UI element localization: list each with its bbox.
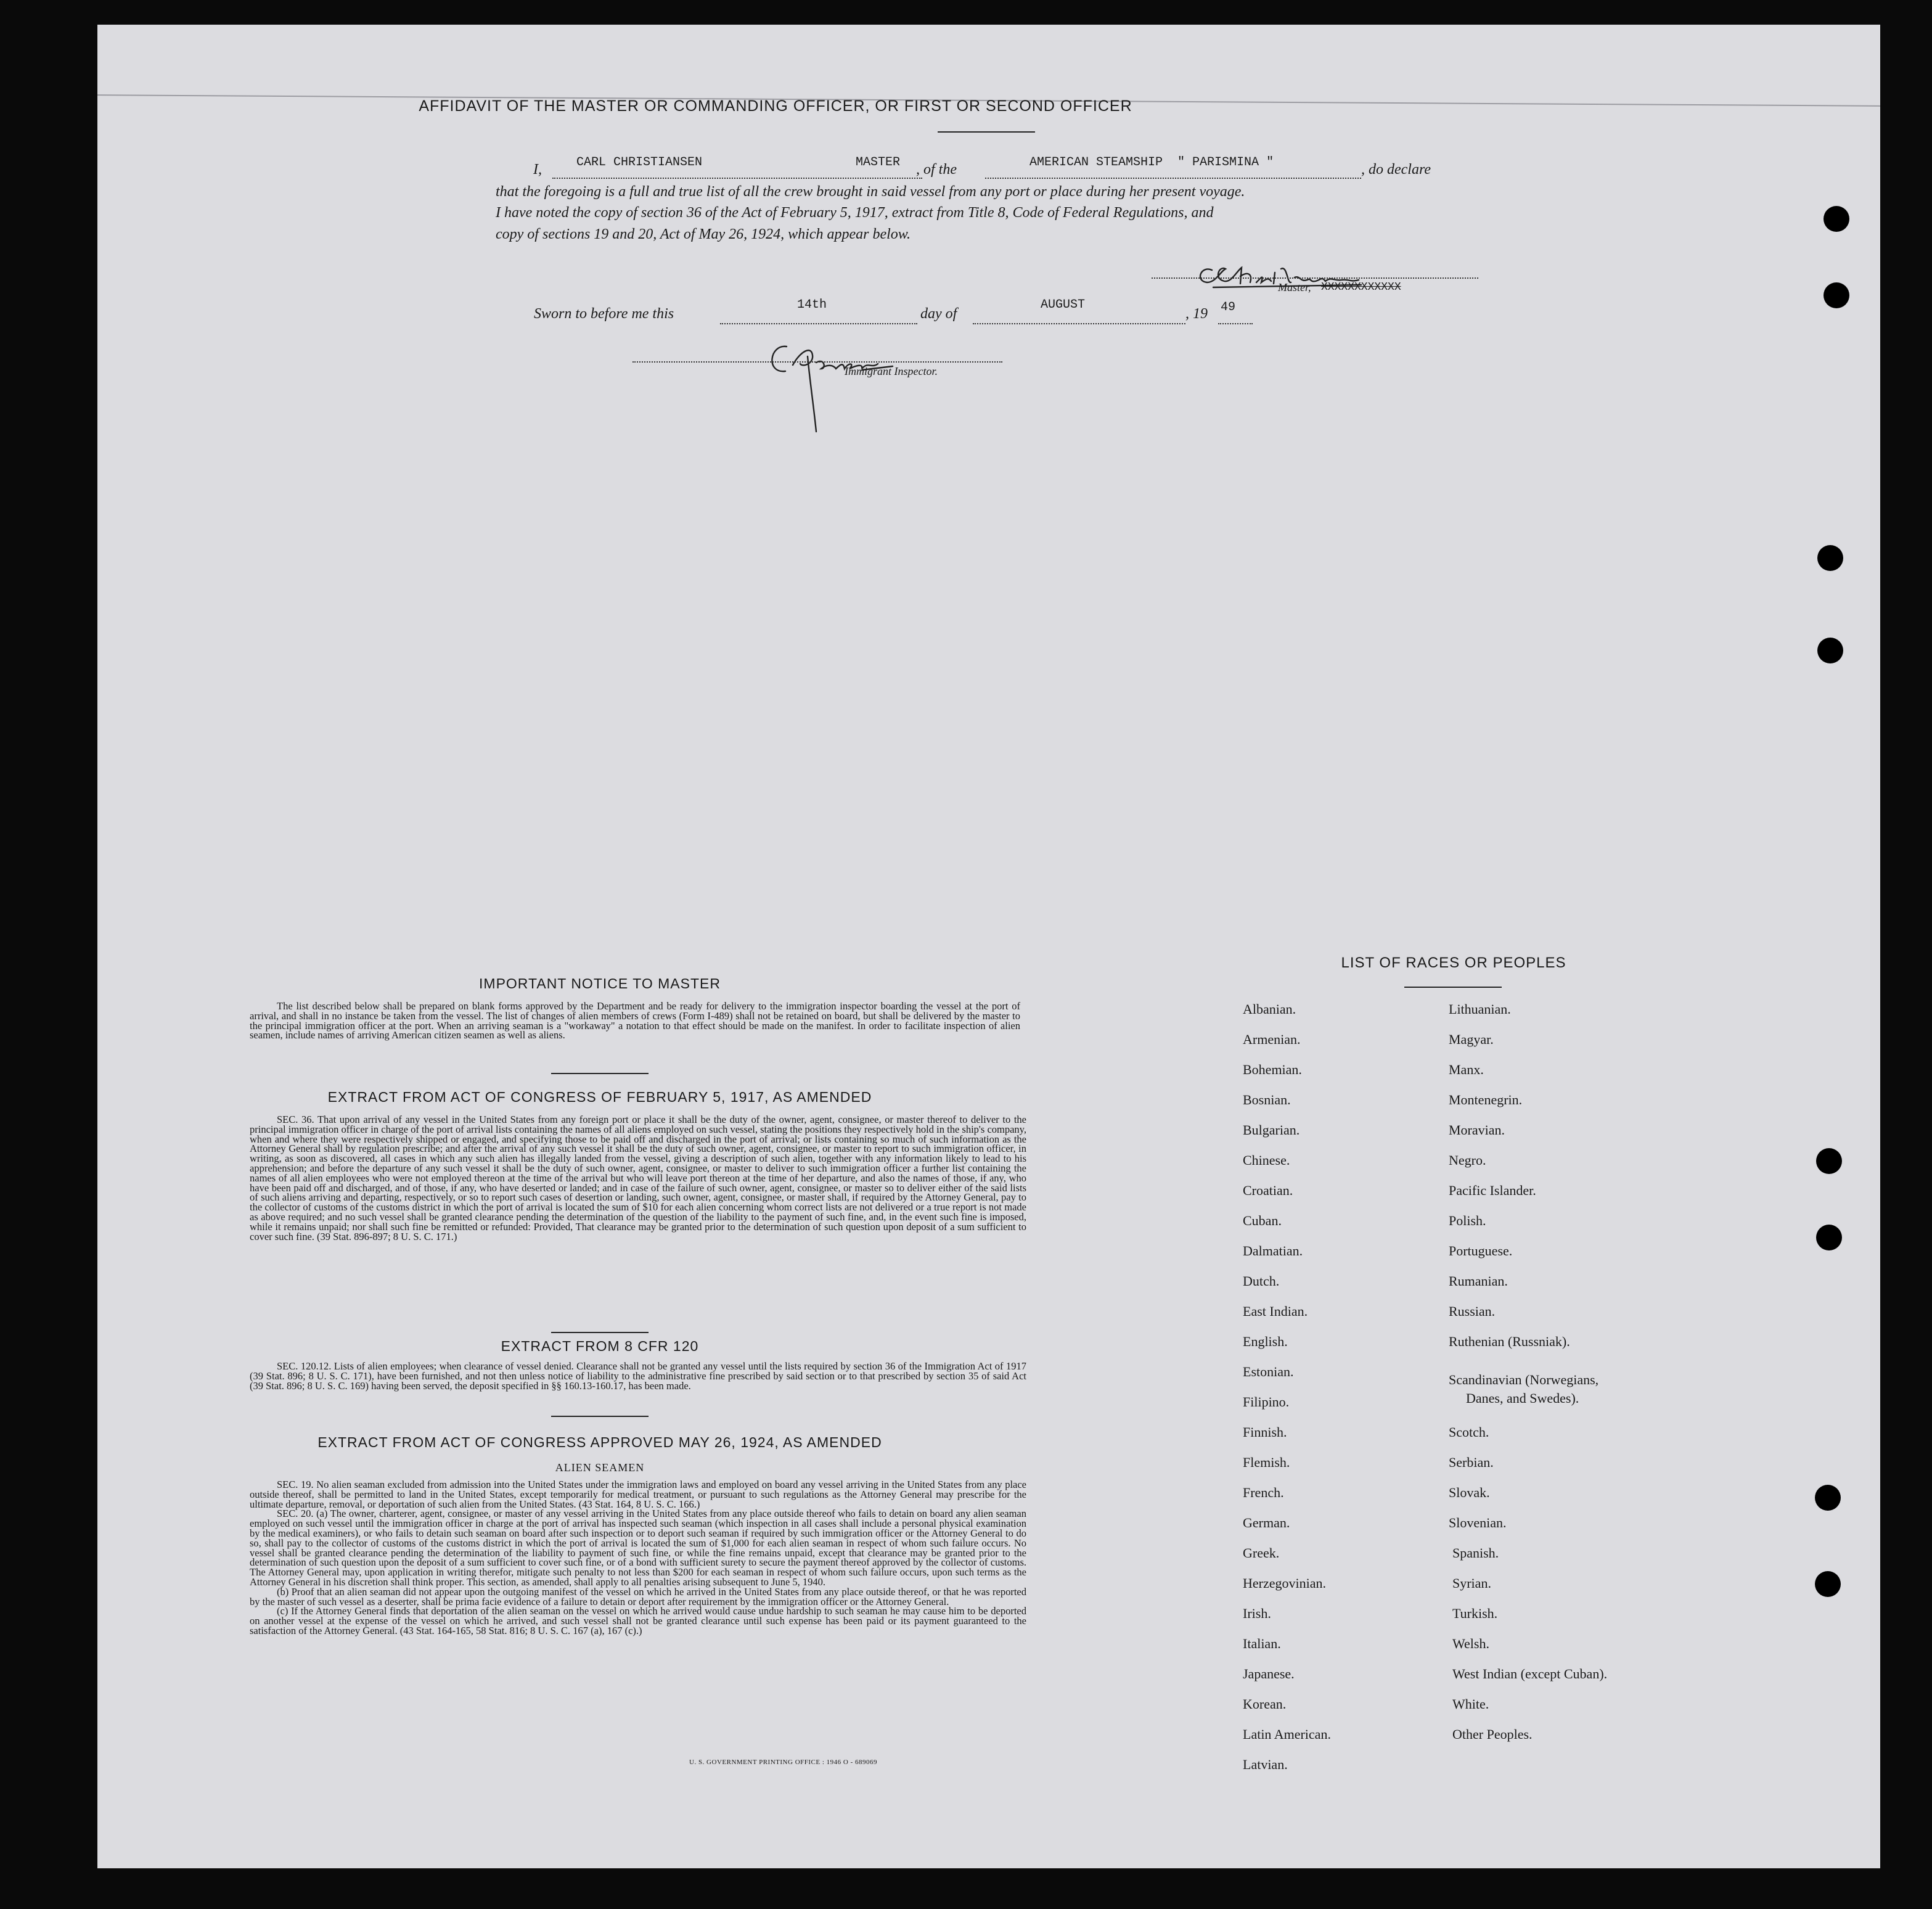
race-item: Albanian.: [1243, 1001, 1296, 1017]
punch-hole: [1817, 638, 1843, 663]
race-item: East Indian.: [1243, 1303, 1308, 1319]
punch-hole: [1824, 282, 1849, 308]
inspector-signature: [757, 333, 960, 444]
cfr-divider: [551, 1416, 649, 1417]
race-item: Ruthenian (Russniak).: [1449, 1334, 1570, 1349]
sworn-day: 14th: [797, 298, 827, 312]
race-item: Moravian.: [1449, 1122, 1505, 1138]
race-item: Turkish.: [1452, 1606, 1498, 1621]
punch-hole: [1817, 545, 1843, 571]
section-19-paragraph: SEC. 19. No alien seaman excluded from admission into the United States under the immigration laws and employed on board any vessel arriving in the United States from any place outside thereof, shall be permitted to land in the United States, except temporarily for medical treatment, or pursuant to such regulations as the Attorney General may prescribe for the ultimate departure, removal, or deportation of such alien from the United States. (43 Stat. 164, 8 U. S. C. 166.): [250, 1479, 1026, 1510]
race-item: Syrian.: [1452, 1575, 1491, 1591]
master-label: Master,: [1278, 281, 1311, 294]
race-item: Manx.: [1449, 1062, 1484, 1077]
section-20b-paragraph: (b) Proof that an alien seaman did not appear upon the outgoing manifest of the vessel on which he arrived in the United States from any place outside thereof, or that he was reported by the master of such vessel as a deserter, shall be prima facie evidence of a failure to detain or deport after requirement by the immigration officer or the Attorney General.: [250, 1585, 1026, 1607]
section-20c-paragraph: (c) If the Attorney General finds that deportation of the alien seaman on the vessel on which he arrived would cause undue hardship to such seaman he may cause him to be deported on another vessel at the expense of the vessel on which he arrived, and such vessel shall not be granted clearance until such expense has been paid or its payment guaranteed to the satisfaction of the Attorney General. (43 Stat. 164-165, 58 Stat. 816; 8 U. S. C. 167 (a), 167 (c).): [250, 1605, 1026, 1636]
race-item: Armenian.: [1243, 1032, 1301, 1047]
race-item: English.: [1243, 1334, 1288, 1349]
race-item: Filipino.: [1243, 1394, 1290, 1410]
race-item: Bohemian.: [1243, 1062, 1302, 1077]
of-the-label: , of the: [916, 162, 957, 178]
punch-hole: [1815, 1485, 1841, 1511]
race-item: Dutch.: [1243, 1273, 1280, 1289]
sworn-year: 49: [1221, 300, 1236, 314]
races-title: LIST OF RACES OR PEOPLES: [1341, 954, 1566, 971]
document-page: [97, 25, 1880, 1868]
race-item: Cuban.: [1243, 1213, 1282, 1228]
extract-1924-subtitle: ALIEN SEAMEN: [555, 1461, 645, 1474]
cfr-title: EXTRACT FROM 8 CFR 120: [501, 1338, 699, 1354]
race-item: German.: [1243, 1515, 1290, 1530]
race-item: Welsh.: [1452, 1636, 1489, 1651]
race-item: Slovenian.: [1449, 1515, 1507, 1530]
race-item: Italian.: [1243, 1636, 1281, 1651]
notice-title: IMPORTANT NOTICE TO MASTER: [479, 975, 721, 991]
race-item: Danes, and Swedes).: [1466, 1390, 1579, 1406]
extract-1917-paragraph: SEC. 36. That upon arrival of any vessel in the United States from any foreign port or place it shall be the duty of the owner, agent, consignee, or master thereof to deliver to the principal immigration officer in charge of the port of arrival lists containing the names of all aliens employed on such vessel, stating the positions they respectively hold in the ship's company, when and where they were respectively shipped or engaged, and specifying those to be paid off and discharged in the port of arrival; or lists containing so much of such information as the Attorney General shall by regulation prescribe; and after the arrival of any such vessel it shall be the duty of such owner, agent, consignee, or master to report to such immigration officer, in writing, as soon as discovered, all cases in which any such alien has illegally landed from the vessel, giving a description of such alien, together with any information likely to lead to his apprehension; and before the departure of any such vessel it shall be the duty of such owner, agent, consignee, or master to deliver to such immigration officer a further list containing the names of all alien employees who were not employed thereon at the time of the arrival but who will leave port thereon at the time of her departure, and also the names of those, if any, who have been paid off and discharged, and of those, if any, who have deserted or landed; and in case of the failure of such owner, agent, consignee, or master so to deliver either of the said lists of such aliens arriving and departing, respectively, or so to report such cases of desertion or landing, such owner, agent, consignee, or master shall, if required by the Attorney General, pay to the collector of customs of the customs district in which the port of arrival is located the sum of $10 for each alien concerning whom correct lists are not delivered or a true report is not made as above required; and no such vessel shall be granted clearance pending the determination of the question of the liability to the payment of such fine, and, in the event such fine is imposed, while it remains unpaid; nor shall such fine be remitted or refunded: Provided, That clearance may be granted prior to the determination of such question upon deposit of a sum sufficient to cover such fine. (39 Stat. 896-897; 8 U. S. C. 171.): [250, 1114, 1026, 1242]
cfr-body: [250, 1361, 1026, 1390]
race-item: Pacific Islander.: [1449, 1183, 1536, 1198]
extract-1924-body: [250, 1480, 1026, 1636]
punch-hole: [1816, 1225, 1842, 1250]
notice-body: [250, 1001, 1020, 1040]
punch-hole: [1824, 206, 1849, 232]
notice-divider: [551, 1073, 649, 1074]
race-item: Dalmatian.: [1243, 1243, 1303, 1258]
race-item: Flemish.: [1243, 1455, 1290, 1470]
affidavit-title: AFFIDAVIT OF THE MASTER OR COMMANDING OFFICER, OR FIRST OR SECOND OFFICER: [419, 97, 1132, 115]
race-item: White.: [1452, 1696, 1489, 1712]
printer-line: U. S. GOVERNMENT PRINTING OFFICE : 1946 O - 689069: [689, 1759, 878, 1766]
race-item: Estonian.: [1243, 1364, 1294, 1379]
race-item: Latin American.: [1243, 1726, 1331, 1742]
race-item: Chinese.: [1243, 1152, 1290, 1168]
race-item: Russian.: [1449, 1303, 1496, 1319]
extract-1917-divider: [551, 1332, 649, 1333]
section-20a-paragraph: SEC. 20. (a) The owner, charterer, agent, consignee, or master of any vessel arriving in the United States from any place outside thereof who fails to detain on board any alien seaman employed on such vessel until the immigration officer in charge at the port of arrival has inspected such seaman (which inspection in all cases shall include a personal physical examination by the medical examiners), or who fails to detain such seaman on board after such inspection or to deport such seaman if required by such immigration officer or the Attorney General to do so, shall pay to the collector of customs of the customs district in which the port of arrival is located the sum of $1,000 for each alien seaman in respect of whom such failure occurs. No vessel shall be granted clearance pending the determination of the liability to payment of such fine, or while the fine remains unpaid, except that clearance may be granted prior to the determination of such question upon the deposit of a sum sufficient to cover such fine, or of a bond with sufficient surety to secure the payment thereof approved by the collector of customs. The Attorney General may, upon application in writing therefor, mitigate such penalty to not less than $200 for each seaman in respect of whom such failure occurs, upon such terms as the Attorney General in his discretion shall think proper. This section, as amended, shall apply to all penalties arising subsequent to June 5, 1940.: [250, 1508, 1026, 1588]
name-underline: [552, 178, 922, 179]
race-item: Latvian.: [1243, 1757, 1288, 1772]
race-item: Portuguese.: [1449, 1243, 1513, 1258]
master-signature-line: [1152, 277, 1478, 279]
race-item: Serbian.: [1449, 1455, 1494, 1470]
race-item: Bosnian.: [1243, 1092, 1291, 1107]
race-item: Greek.: [1243, 1545, 1280, 1561]
vessel-underline: [985, 178, 1361, 179]
race-item: Spanish.: [1452, 1545, 1499, 1561]
race-item: Slovak.: [1449, 1485, 1490, 1500]
race-item: West Indian (except Cuban).: [1452, 1666, 1608, 1681]
sworn-label: Sworn to before me this: [534, 306, 674, 322]
extract-1924-title: EXTRACT FROM ACT OF CONGRESS APPROVED MAY 26, 1924, AS AMENDED: [317, 1434, 882, 1450]
race-item: Negro.: [1449, 1152, 1486, 1168]
extract-1917-body: [250, 1115, 1026, 1241]
race-item: French.: [1243, 1485, 1284, 1500]
race-item: Magyar.: [1449, 1032, 1494, 1047]
do-declare-label: , do declare: [1361, 162, 1431, 178]
punch-hole: [1816, 1148, 1842, 1174]
master-rank: MASTER: [856, 155, 901, 170]
race-item: Polish.: [1449, 1213, 1486, 1228]
races-divider: [1404, 987, 1502, 988]
race-item: Scotch.: [1449, 1424, 1489, 1440]
inspector-signature-line: [632, 361, 1002, 363]
race-item: Irish.: [1243, 1606, 1271, 1621]
struck-title: XXXXXXXXXXXX: [1321, 281, 1401, 294]
i-label: I,: [533, 162, 542, 178]
month-underline: [973, 323, 1185, 324]
race-item: Other Peoples.: [1452, 1726, 1533, 1742]
affidavit-line-2: that the foregoing is a full and true list of all the crew brought in said vessel from any port or place during her present voyage.: [496, 184, 1245, 200]
race-item: Rumanian.: [1449, 1273, 1508, 1289]
year-underline: [1218, 323, 1253, 324]
day-underline: [720, 323, 917, 324]
race-item: Korean.: [1243, 1696, 1287, 1712]
race-item: Lithuanian.: [1449, 1001, 1511, 1017]
race-item: Scandinavian (Norwegians,: [1449, 1372, 1599, 1387]
affidavit-line-4: copy of sections 19 and 20, Act of May 26, 1924, which appear below.: [496, 226, 911, 242]
race-item: Japanese.: [1243, 1666, 1295, 1681]
race-item: Bulgarian.: [1243, 1122, 1300, 1138]
race-item: Finnish.: [1243, 1424, 1287, 1440]
punch-hole: [1815, 1571, 1841, 1597]
day-of-label: day of: [920, 306, 957, 322]
extract-1917-title: EXTRACT FROM ACT OF CONGRESS OF FEBRUARY 5, 1917, AS AMENDED: [327, 1089, 872, 1105]
race-item: Croatian.: [1243, 1183, 1293, 1198]
year-prefix: , 19: [1185, 306, 1208, 322]
race-item: Montenegrin.: [1449, 1092, 1523, 1107]
title-underline: [938, 131, 1035, 133]
vessel-name: AMERICAN STEAMSHIP " PARISMINA ": [1029, 155, 1274, 170]
affidavit-line-3: I have noted the copy of section 36 of the Act of February 5, 1917, extract from Title 8, Code of Federal Regulations, and: [496, 205, 1214, 221]
master-name: CARL CHRISTIANSEN: [576, 155, 703, 170]
inspector-label: Immigrant Inspector.: [845, 365, 938, 377]
sworn-month: AUGUST: [1041, 298, 1086, 312]
cfr-paragraph: SEC. 120.12. Lists of alien employees; when clearance of vessel denied. Clearance shall not be granted any vessel until the lists required by section 36 of the Immigration Act of 1917 (39 Stat. 896; 8 U. S. C. 171), have been furnished, and not then unless notice of liability to the administrative fine prescribed by said section or to that prescribed by section 35 of said Act (39 Stat. 896; 8 U. S. C. 169) having been served, the deposit specified in §§ 160.13-160.17, has been made.: [250, 1360, 1026, 1392]
notice-paragraph: The list described below shall be prepared on blank forms approved by the Department and be ready for delivery to the immigration inspector boarding the vessel at the port of arrival, and shall in no instance be taken from the vessel. The list of changes of alien members of crews (Form I-489) shall not be retained on board, but shall be delivered by the master to the principal immigration officer at the port. When an arriving seaman is a "workaway" a notation to that effect should be made on the manifest. In order to facilitate inspection of alien seamen, include names of arriving American citizen seamen as well as aliens.: [250, 1000, 1020, 1041]
race-item: Herzegovinian.: [1243, 1575, 1326, 1591]
